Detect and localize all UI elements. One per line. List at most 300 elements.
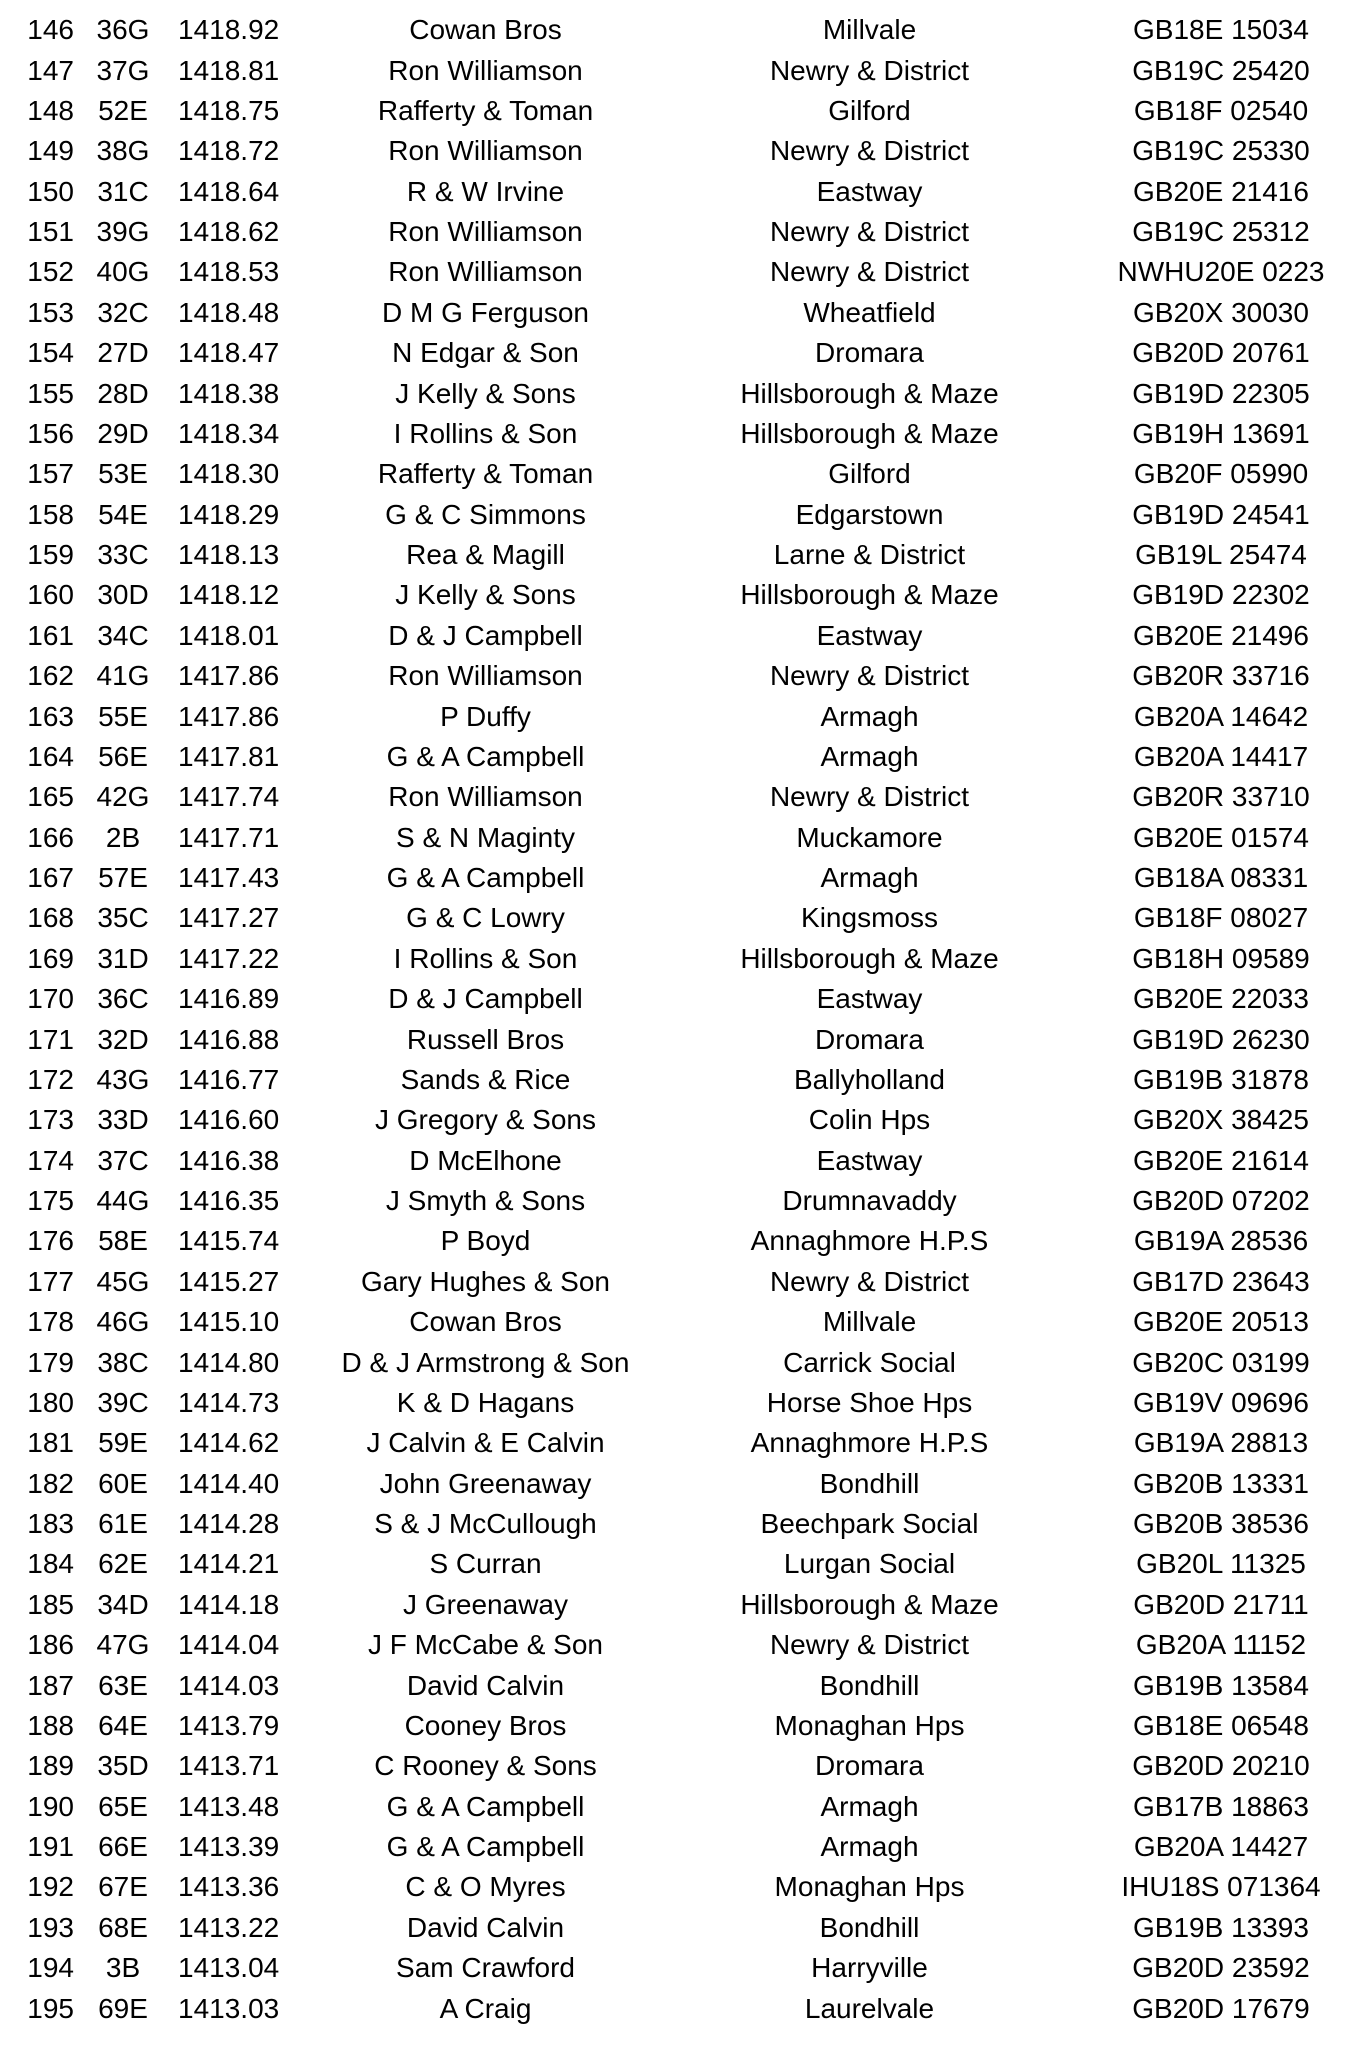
table-row [0, 1585, 1361, 1625]
position-cell: 188 [27, 1709, 74, 1741]
velocity-cell: 1417.81 [178, 740, 280, 772]
position-cell: 175 [27, 1185, 74, 1217]
position-cell: 164 [27, 740, 74, 772]
pen-cell: 41G [96, 660, 150, 692]
club-cell: Horse Shoe Hps [766, 1386, 973, 1418]
velocity-cell: 1418.48 [178, 296, 280, 328]
club-cell: Bondhill [819, 1911, 920, 1943]
pen-cell: 45G [96, 1265, 150, 1297]
club-cell: Newry & District [769, 256, 970, 288]
position-cell: 172 [27, 1063, 74, 1095]
pen-cell: 38G [96, 135, 150, 167]
pen-cell: 68E [98, 1911, 148, 1943]
velocity-cell: 1413.36 [178, 1871, 280, 1903]
pen-cell: 27D [97, 337, 149, 369]
velocity-cell: 1418.38 [178, 377, 280, 409]
position-cell: 181 [27, 1427, 74, 1459]
velocity-cell: 1416.89 [178, 983, 280, 1015]
table-row [0, 1948, 1361, 1988]
pen-cell: 67E [98, 1871, 148, 1903]
fancier-name-cell: J Greenaway [403, 1588, 568, 1620]
pen-cell: 54E [98, 498, 148, 530]
position-cell: 185 [27, 1588, 74, 1620]
fancier-name-cell: Rafferty & Toman [377, 94, 594, 126]
velocity-cell: 1416.88 [178, 1023, 280, 1055]
ring-number-cell: IHU18S 071364 [1121, 1871, 1321, 1903]
pen-cell: 66E [98, 1831, 148, 1863]
ring-number-cell: GB19C 25312 [1132, 216, 1310, 248]
table-row [0, 656, 1361, 696]
table-row [0, 1302, 1361, 1342]
table-row [0, 939, 1361, 979]
club-cell: Carrick Social [783, 1346, 956, 1378]
table-row [0, 1706, 1361, 1746]
ring-number-cell: GB20B 13331 [1133, 1467, 1309, 1499]
position-cell: 153 [27, 296, 74, 328]
ring-number-cell: GB17D 23643 [1132, 1265, 1310, 1297]
position-cell: 157 [27, 458, 74, 490]
pen-cell: 63E [98, 1669, 148, 1701]
pen-cell: 56E [98, 740, 148, 772]
ring-number-cell: GB20E 22033 [1133, 983, 1309, 1015]
pen-cell: 61E [98, 1508, 148, 1540]
fancier-name-cell: J Kelly & Sons [395, 377, 576, 409]
fancier-name-cell: R & W Irvine [406, 175, 565, 207]
fancier-name-cell: Russell Bros [406, 1023, 565, 1055]
club-cell: Dromara [815, 1750, 924, 1782]
position-cell: 168 [27, 902, 74, 934]
table-row [0, 333, 1361, 373]
ring-number-cell: GB20D 07202 [1132, 1185, 1310, 1217]
ring-number-cell: GB20D 21711 [1133, 1588, 1309, 1620]
ring-number-cell: GB20E 21416 [1133, 175, 1309, 207]
ring-number-cell: GB20D 17679 [1132, 1992, 1310, 2024]
velocity-cell: 1413.79 [178, 1709, 280, 1741]
velocity-cell: 1413.22 [178, 1911, 280, 1943]
fancier-name-cell: K & D Hagans [396, 1386, 575, 1418]
table-row [0, 1019, 1361, 1059]
club-cell: Newry & District [769, 216, 970, 248]
pen-cell: 42G [96, 781, 150, 813]
velocity-cell: 1417.71 [178, 821, 280, 853]
fancier-name-cell: G & A Campbell [386, 862, 585, 894]
velocity-cell: 1418.12 [178, 579, 280, 611]
velocity-cell: 1418.72 [178, 135, 280, 167]
position-cell: 149 [27, 135, 74, 167]
pen-cell: 55E [98, 700, 148, 732]
table-row [0, 454, 1361, 494]
fancier-name-cell: Ron Williamson [388, 135, 583, 167]
fancier-name-cell: Ron Williamson [388, 781, 583, 813]
ring-number-cell: GB18H 09589 [1132, 942, 1310, 974]
results-table [0, 10, 1361, 2029]
pen-cell: 40G [96, 256, 150, 288]
table-row [0, 575, 1361, 615]
fancier-name-cell: Sands & Rice [400, 1063, 571, 1095]
club-cell: Annaghmore H.P.S [750, 1225, 989, 1257]
fancier-name-cell: C Rooney & Sons [374, 1750, 597, 1782]
ring-number-cell: GB20D 23592 [1132, 1952, 1310, 1984]
ring-number-cell: GB20A 14417 [1133, 740, 1309, 772]
table-row [0, 818, 1361, 858]
club-cell: Eastway [816, 619, 923, 651]
ring-number-cell: GB19C 25420 [1132, 54, 1310, 86]
pen-cell: 30D [97, 579, 149, 611]
fancier-name-cell: D & J Campbell [388, 983, 583, 1015]
pen-cell: 31C [97, 175, 149, 207]
club-cell: Hillsborough & Maze [740, 942, 999, 974]
table-row [0, 1787, 1361, 1827]
table-row [0, 535, 1361, 575]
fancier-name-cell: I Rollins & Son [393, 417, 578, 449]
table-row [0, 495, 1361, 535]
pen-cell: 29D [97, 417, 149, 449]
club-cell: Armagh [820, 740, 919, 772]
club-cell: Eastway [816, 175, 923, 207]
fancier-name-cell: Ron Williamson [388, 54, 583, 86]
ring-number-cell: GB20D 20210 [1132, 1750, 1310, 1782]
fancier-name-cell: N Edgar & Son [392, 337, 579, 369]
pen-cell: 38C [97, 1346, 149, 1378]
ring-number-cell: GB19D 22302 [1132, 579, 1310, 611]
club-cell: Beechpark Social [760, 1508, 979, 1540]
ring-number-cell: GB19B 13393 [1133, 1911, 1309, 1943]
ring-number-cell: GB19D 22305 [1132, 377, 1310, 409]
club-cell: Colin Hps [808, 1104, 931, 1136]
position-cell: 150 [27, 175, 74, 207]
ring-number-cell: GB18F 02540 [1133, 94, 1309, 126]
table-row [0, 898, 1361, 938]
position-cell: 170 [27, 983, 74, 1015]
ring-number-cell: GB20A 14427 [1133, 1831, 1309, 1863]
table-row [0, 737, 1361, 777]
fancier-name-cell: D & J Armstrong & Son [341, 1346, 630, 1378]
table-row [0, 1383, 1361, 1423]
velocity-cell: 1414.04 [178, 1629, 280, 1661]
club-cell: Armagh [820, 1831, 919, 1863]
table-row [0, 212, 1361, 252]
pen-cell: 3B [105, 1952, 141, 1984]
fancier-name-cell: David Calvin [406, 1911, 565, 1943]
club-cell: Newry & District [769, 781, 970, 813]
position-cell: 154 [27, 337, 74, 369]
table-row [0, 50, 1361, 90]
club-cell: Bondhill [819, 1467, 920, 1499]
table-row [0, 1504, 1361, 1544]
pen-cell: 37G [96, 54, 150, 86]
table-row [0, 1625, 1361, 1665]
table-row [0, 1221, 1361, 1261]
pen-cell: 37C [97, 1144, 149, 1176]
club-cell: Newry & District [769, 1265, 970, 1297]
club-cell: Larne & District [773, 539, 966, 571]
position-cell: 190 [27, 1790, 74, 1822]
velocity-cell: 1417.86 [178, 700, 280, 732]
position-cell: 193 [27, 1911, 74, 1943]
fancier-name-cell: J Smyth & Sons [385, 1185, 586, 1217]
velocity-cell: 1414.28 [178, 1508, 280, 1540]
position-cell: 178 [27, 1306, 74, 1338]
position-cell: 183 [27, 1508, 74, 1540]
table-row [0, 131, 1361, 171]
ring-number-cell: GB18F 08027 [1133, 902, 1309, 934]
pen-cell: 35C [97, 902, 149, 934]
position-cell: 184 [27, 1548, 74, 1580]
position-cell: 162 [27, 660, 74, 692]
velocity-cell: 1417.74 [178, 781, 280, 813]
table-row [0, 414, 1361, 454]
velocity-cell: 1415.27 [178, 1265, 280, 1297]
fancier-name-cell: D M G Ferguson [382, 296, 589, 328]
velocity-cell: 1414.40 [178, 1467, 280, 1499]
ring-number-cell: GB18A 08331 [1133, 862, 1309, 894]
table-row [0, 1141, 1361, 1181]
club-cell: Gilford [828, 94, 911, 126]
position-cell: 182 [27, 1467, 74, 1499]
table-row [0, 1867, 1361, 1907]
position-cell: 189 [27, 1750, 74, 1782]
pen-cell: 32D [97, 1023, 149, 1055]
ring-number-cell: GB20A 14642 [1133, 700, 1309, 732]
table-row [0, 1544, 1361, 1584]
club-cell: Dromara [815, 337, 924, 369]
velocity-cell: 1414.80 [178, 1346, 280, 1378]
ring-number-cell: GB19C 25330 [1132, 135, 1310, 167]
club-cell: Newry & District [769, 135, 970, 167]
position-cell: 173 [27, 1104, 74, 1136]
table-row [0, 293, 1361, 333]
velocity-cell: 1418.47 [178, 337, 280, 369]
velocity-cell: 1418.62 [178, 216, 280, 248]
position-cell: 169 [27, 942, 74, 974]
club-cell: Kingsmoss [801, 902, 938, 934]
position-cell: 160 [27, 579, 74, 611]
ring-number-cell: GB19B 13584 [1133, 1669, 1309, 1701]
velocity-cell: 1415.10 [178, 1306, 280, 1338]
fancier-name-cell: S Curran [429, 1548, 542, 1580]
table-row [0, 1464, 1361, 1504]
fancier-name-cell: Sam Crawford [396, 1952, 575, 1984]
position-cell: 152 [27, 256, 74, 288]
club-cell: Millvale [822, 1306, 917, 1338]
pen-cell: 33D [97, 1104, 149, 1136]
table-row [0, 373, 1361, 413]
club-cell: Eastway [816, 1144, 923, 1176]
fancier-name-cell: Gary Hughes & Son [360, 1265, 611, 1297]
position-cell: 191 [27, 1831, 74, 1863]
table-row [0, 1423, 1361, 1463]
fancier-name-cell: David Calvin [406, 1669, 565, 1701]
pen-cell: 32C [97, 296, 149, 328]
ring-number-cell: GB18E 15034 [1133, 14, 1309, 46]
table-row [0, 777, 1361, 817]
position-cell: 159 [27, 539, 74, 571]
ring-number-cell: GB19D 26230 [1132, 1023, 1310, 1055]
velocity-cell: 1418.30 [178, 458, 280, 490]
fancier-name-cell: J Kelly & Sons [395, 579, 576, 611]
ring-number-cell: GB20E 21496 [1133, 619, 1309, 651]
velocity-cell: 1413.39 [178, 1831, 280, 1863]
ring-number-cell: GB20F 05990 [1133, 458, 1309, 490]
club-cell: Monaghan Hps [774, 1709, 965, 1741]
table-row [0, 1746, 1361, 1786]
pen-cell: 31D [97, 942, 149, 974]
fancier-name-cell: A Craig [439, 1992, 532, 2024]
pen-cell: 34D [97, 1588, 149, 1620]
velocity-cell: 1413.71 [178, 1750, 280, 1782]
ring-number-cell: GB19D 24541 [1132, 498, 1310, 530]
ring-number-cell: GB20R 33716 [1132, 660, 1310, 692]
club-cell: Ballyholland [794, 1063, 945, 1095]
fancier-name-cell: I Rollins & Son [393, 942, 578, 974]
fancier-name-cell: Cooney Bros [404, 1709, 567, 1741]
velocity-cell: 1418.92 [178, 14, 280, 46]
ring-number-cell: GB20B 38536 [1133, 1508, 1309, 1540]
ring-number-cell: GB19A 28536 [1133, 1225, 1309, 1257]
pen-cell: 47G [96, 1629, 150, 1661]
fancier-name-cell: G & C Simmons [385, 498, 586, 530]
velocity-cell: 1418.75 [178, 94, 280, 126]
ring-number-cell: GB19A 28813 [1133, 1427, 1309, 1459]
table-row [0, 858, 1361, 898]
position-cell: 186 [27, 1629, 74, 1661]
fancier-name-cell: J Calvin & E Calvin [366, 1427, 605, 1459]
position-cell: 180 [27, 1386, 74, 1418]
pen-cell: 60E [98, 1467, 148, 1499]
velocity-cell: 1416.60 [178, 1104, 280, 1136]
table-row [0, 172, 1361, 212]
club-cell: Monaghan Hps [774, 1871, 965, 1903]
position-cell: 171 [27, 1023, 74, 1055]
ring-number-cell: GB18E 06548 [1133, 1709, 1309, 1741]
position-cell: 174 [27, 1144, 74, 1176]
table-row [0, 1908, 1361, 1948]
position-cell: 147 [27, 54, 74, 86]
pen-cell: 39G [96, 216, 150, 248]
velocity-cell: 1417.27 [178, 902, 280, 934]
table-row [0, 10, 1361, 50]
velocity-cell: 1416.38 [178, 1144, 280, 1176]
ring-number-cell: GB20C 03199 [1132, 1346, 1310, 1378]
pen-cell: 65E [98, 1790, 148, 1822]
pen-cell: 64E [98, 1709, 148, 1741]
ring-number-cell: GB19H 13691 [1132, 417, 1310, 449]
pen-cell: 28D [97, 377, 149, 409]
club-cell: Dromara [815, 1023, 924, 1055]
club-cell: Eastway [816, 983, 923, 1015]
club-cell: Armagh [820, 700, 919, 732]
velocity-cell: 1414.73 [178, 1386, 280, 1418]
position-cell: 156 [27, 417, 74, 449]
position-cell: 163 [27, 700, 74, 732]
ring-number-cell: GB20X 30030 [1133, 296, 1309, 328]
velocity-cell: 1415.74 [178, 1225, 280, 1257]
table-row [0, 1262, 1361, 1302]
club-cell: Muckamore [796, 821, 943, 853]
fancier-name-cell: S & J McCullough [374, 1508, 597, 1540]
fancier-name-cell: P Duffy [440, 700, 531, 732]
club-cell: Harryville [811, 1952, 928, 1984]
club-cell: Drumnavaddy [782, 1185, 957, 1217]
club-cell: Armagh [820, 1790, 919, 1822]
velocity-cell: 1413.48 [178, 1790, 280, 1822]
fancier-name-cell: J F McCabe & Son [368, 1629, 603, 1661]
club-cell: Hillsborough & Maze [740, 579, 999, 611]
velocity-cell: 1418.13 [178, 539, 280, 571]
club-cell: Millvale [822, 14, 917, 46]
club-cell: Hillsborough & Maze [740, 417, 999, 449]
fancier-name-cell: Rea & Magill [406, 539, 565, 571]
pen-cell: 58E [98, 1225, 148, 1257]
club-cell: Gilford [828, 458, 911, 490]
position-cell: 146 [27, 14, 74, 46]
pen-cell: 2B [105, 821, 141, 853]
table-row [0, 1988, 1361, 2028]
fancier-name-cell: S & N Maginty [396, 821, 575, 853]
velocity-cell: 1417.43 [178, 862, 280, 894]
pen-cell: 39C [97, 1386, 149, 1418]
pen-cell: 59E [98, 1427, 148, 1459]
velocity-cell: 1416.77 [178, 1063, 280, 1095]
table-row [0, 91, 1361, 131]
fancier-name-cell: D & J Campbell [388, 619, 583, 651]
ring-number-cell: GB19L 25474 [1135, 539, 1307, 571]
club-cell: Newry & District [769, 54, 970, 86]
table-row [0, 1181, 1361, 1221]
club-cell: Wheatfield [803, 296, 936, 328]
club-cell: Armagh [820, 862, 919, 894]
club-cell: Bondhill [819, 1669, 920, 1701]
position-cell: 165 [27, 781, 74, 813]
position-cell: 177 [27, 1265, 74, 1297]
fancier-name-cell: Rafferty & Toman [377, 458, 594, 490]
pen-cell: 36G [96, 14, 150, 46]
ring-number-cell: NWHU20E 0223 [1117, 256, 1325, 288]
fancier-name-cell: G & C Lowry [406, 902, 565, 934]
fancier-name-cell: John Greenaway [379, 1467, 592, 1499]
ring-number-cell: GB20A 11152 [1135, 1629, 1307, 1661]
velocity-cell: 1414.03 [178, 1669, 280, 1701]
ring-number-cell: GB20R 33710 [1132, 781, 1310, 813]
table-row [0, 252, 1361, 292]
ring-number-cell: GB20E 01574 [1133, 821, 1309, 853]
position-cell: 176 [27, 1225, 74, 1257]
fancier-name-cell: Cowan Bros [409, 1306, 562, 1338]
ring-number-cell: GB19B 31878 [1133, 1063, 1309, 1095]
velocity-cell: 1417.86 [178, 660, 280, 692]
velocity-cell: 1418.64 [178, 175, 280, 207]
pen-cell: 52E [98, 94, 148, 126]
fancier-name-cell: C & O Myres [405, 1871, 566, 1903]
table-row [0, 1060, 1361, 1100]
pen-cell: 33C [97, 539, 149, 571]
pen-cell: 57E [98, 862, 148, 894]
table-row [0, 979, 1361, 1019]
fancier-name-cell: Cowan Bros [409, 14, 562, 46]
velocity-cell: 1418.29 [178, 498, 280, 530]
fancier-name-cell: Ron Williamson [388, 660, 583, 692]
position-cell: 194 [27, 1952, 74, 1984]
club-cell: Edgarstown [795, 498, 944, 530]
club-cell: Lurgan Social [783, 1548, 956, 1580]
table-row [0, 616, 1361, 656]
pen-cell: 34C [97, 619, 149, 651]
velocity-cell: 1413.03 [178, 1992, 280, 2024]
position-cell: 179 [27, 1346, 74, 1378]
pen-cell: 43G [96, 1063, 150, 1095]
ring-number-cell: GB20D 20761 [1132, 337, 1310, 369]
table-row [0, 1100, 1361, 1140]
